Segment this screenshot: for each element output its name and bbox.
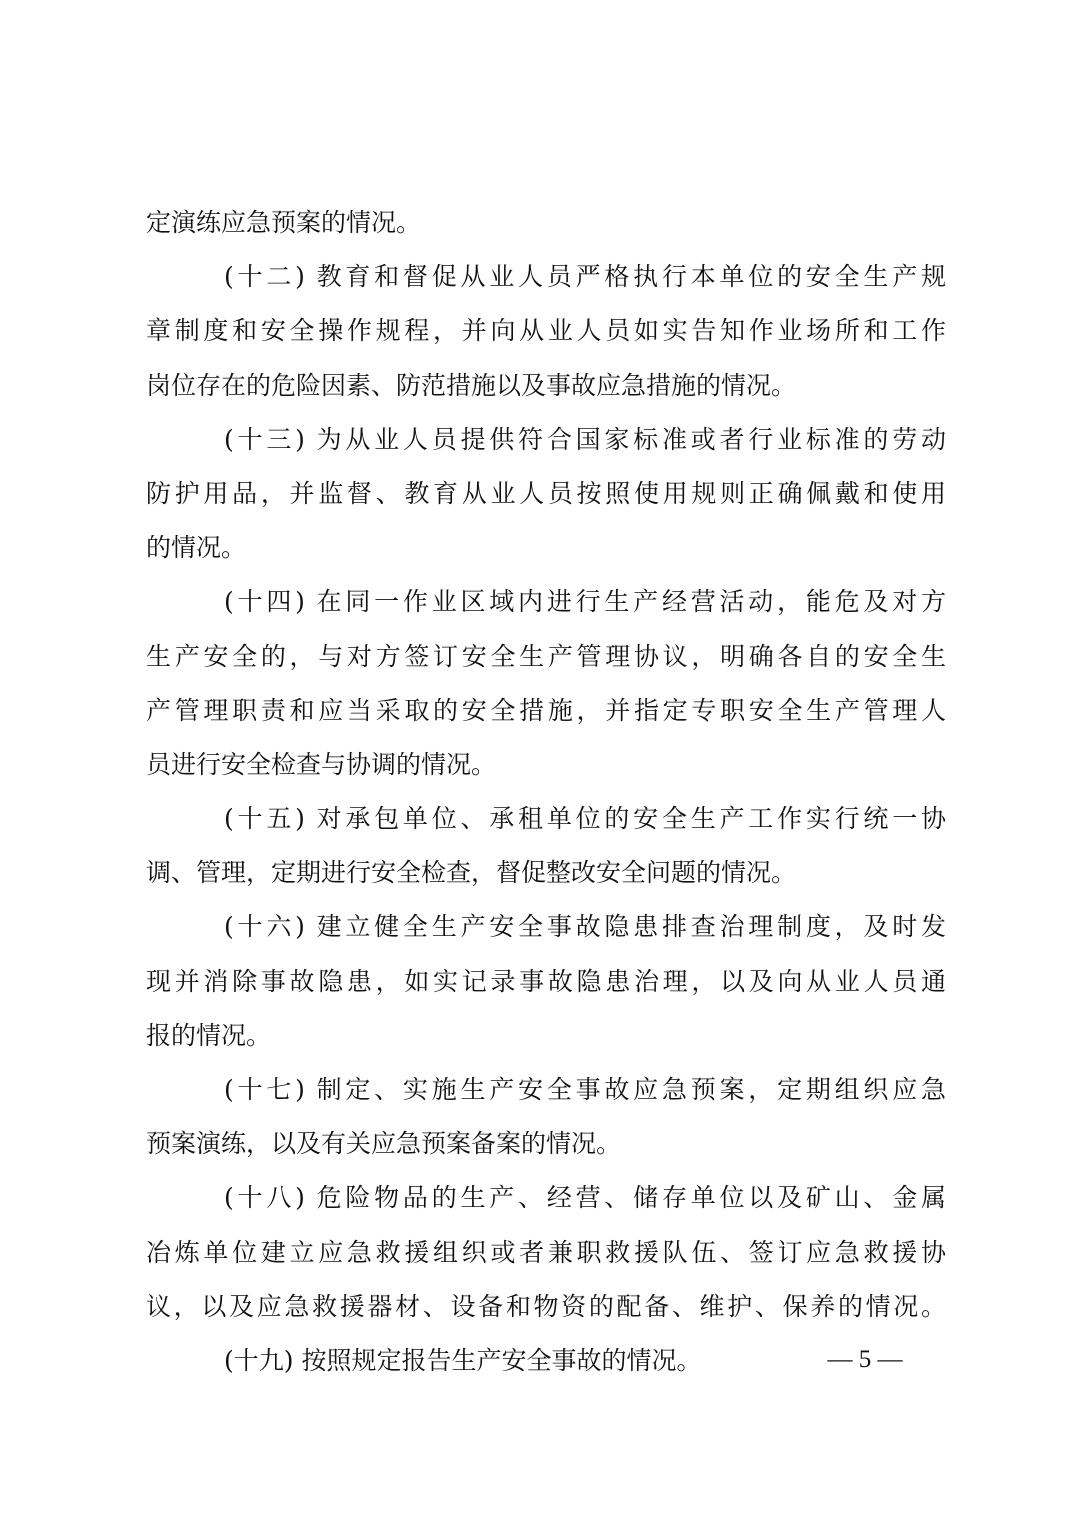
text-line: (十四) 在同一作业区域内进行生产经营活动，能危及对方 [224, 587, 946, 617]
text-line: (十八) 危险物品的生产、经营、储存单位以及矿山、金属 [224, 1183, 946, 1213]
text-line: 定演练应急预案的情况。 [146, 208, 422, 237]
text-line: 员进行安全检查与协调的情况。 [146, 749, 497, 779]
text-line: 产管理职责和应当采取的安全措施，并指定专职安全生产管理人 [146, 695, 946, 725]
text-line: (十六) 建立健全生产安全事故隐患排查治理制度，及时发 [224, 912, 946, 942]
text-line: 预案演练，以及有关应急预案备案的情况。 [146, 1129, 622, 1159]
text-line: (十三) 为从业人员提供符合国家标准或者行业标准的劳动 [224, 424, 946, 454]
text-line: (十七) 制定、实施生产安全事故应急预案，定期组织应急 [224, 1075, 946, 1104]
text-line: 防护用品，并监督、教育从业人员按照使用规则正确佩戴和使用 [146, 478, 946, 508]
text-line: (十二) 教育和督促从业人员严格执行本单位的安全生产规 [224, 262, 946, 292]
page-number: — 5 — [827, 1346, 903, 1373]
text-line: 岗位存在的危险因素、防范措施以及事故应急措施的情况。 [146, 370, 797, 400]
text-line: 议，以及应急救援器材、设备和物资的配备、维护、保养的情况。 [146, 1291, 946, 1321]
text-line: 章制度和安全操作规程，并向从业人员如实告知作业场所和工作 [146, 316, 946, 346]
text-line: 生产安全的，与对方签订安全生产管理协议，明确各自的安全生 [146, 641, 946, 671]
text-line: 现并消除事故隐患，如实记录事故隐患治理，以及向从业人员通 [146, 966, 946, 996]
text-line: 冶炼单位建立应急救援组织或者兼职救援队伍、签订应急救援协 [146, 1237, 946, 1267]
text-line: (十五) 对承包单位、承租单位的安全生产工作实行统一协 [224, 804, 946, 834]
text-line: 报的情况。 [146, 1020, 272, 1050]
text-line: 调、管理，定期进行安全检查，督促整改安全问题的情况。 [146, 858, 797, 888]
text-line: (十九) 按照规定报告生产安全事故的情况。 [224, 1345, 702, 1375]
text-line: 的情况。 [146, 533, 247, 563]
body-text [146, 196, 946, 1388]
